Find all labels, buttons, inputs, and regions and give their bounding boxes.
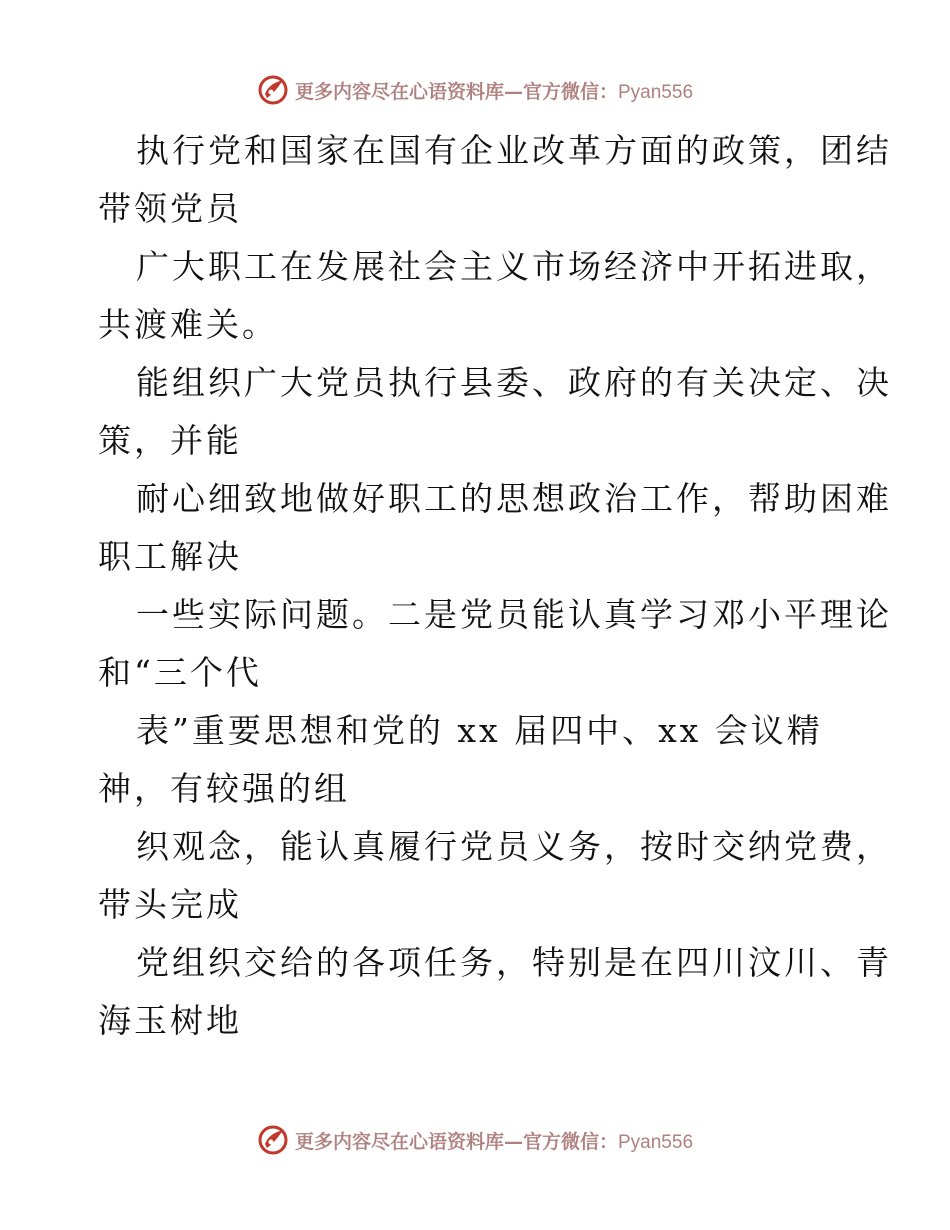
paragraph — [98, 934, 892, 1050]
paragraph — [98, 122, 892, 238]
paragraph-line: 职工解决 — [98, 537, 242, 576]
paragraph-line: 和“三个代 — [98, 653, 262, 692]
paragraph — [98, 354, 892, 470]
footer-banner-id: Pyan556 — [618, 1131, 694, 1153]
paragraph-line: 党组织交给的各项任务，特别是在四川汶川、青 — [136, 943, 892, 982]
brand-logo-icon — [257, 1124, 289, 1156]
header-banner — [0, 70, 950, 110]
document-body — [98, 122, 892, 1050]
paragraph-line: 织观念，能认真履行党员义务，按时交纳党费， — [136, 827, 892, 866]
paragraph-line: 带头完成 — [98, 885, 242, 924]
paragraph-line: 耐心细致地做好职工的思想政治工作，帮助困难 — [136, 479, 892, 518]
paragraph-line: 广大职工在发展社会主义市场经济中开拓进取， — [136, 247, 892, 286]
paragraph — [98, 818, 892, 934]
paragraph-line: 一些实际问题。二是党员能认真学习邓小平理论 — [136, 595, 892, 634]
header-banner-main: 更多内容尽在心语资料库—官方微信： — [294, 80, 618, 103]
paragraph-line: 海玉树地 — [98, 1001, 242, 1040]
paragraph — [98, 470, 892, 586]
paragraph-line: 能组织广大党员执行县委、政府的有关决定、决 — [136, 363, 892, 402]
paragraph-line: 表”重要思想和党的 xx 届四中、xx 会议精 — [136, 711, 823, 750]
paragraph — [98, 586, 892, 702]
header-banner-text — [295, 77, 693, 104]
brand-logo-icon — [257, 74, 289, 106]
paragraph — [98, 238, 892, 354]
paragraph-line: 神，有较强的组 — [98, 769, 350, 808]
paragraph-line: 执行党和国家在国有企业改革方面的政策，团结 — [136, 131, 892, 170]
footer-banner-main: 更多内容尽在心语资料库—官方微信： — [294, 1130, 618, 1153]
header-banner-id: Pyan556 — [618, 81, 694, 103]
paragraph-line: 带领党员 — [98, 189, 242, 228]
paragraph — [98, 702, 858, 818]
paragraph-line: 共渡难关。 — [98, 305, 278, 344]
footer-banner-text — [295, 1127, 693, 1154]
footer-banner — [0, 1120, 950, 1160]
paragraph-line: 策，并能 — [98, 421, 242, 460]
footer-banner-content — [257, 1124, 693, 1156]
header-banner-content — [257, 74, 693, 106]
